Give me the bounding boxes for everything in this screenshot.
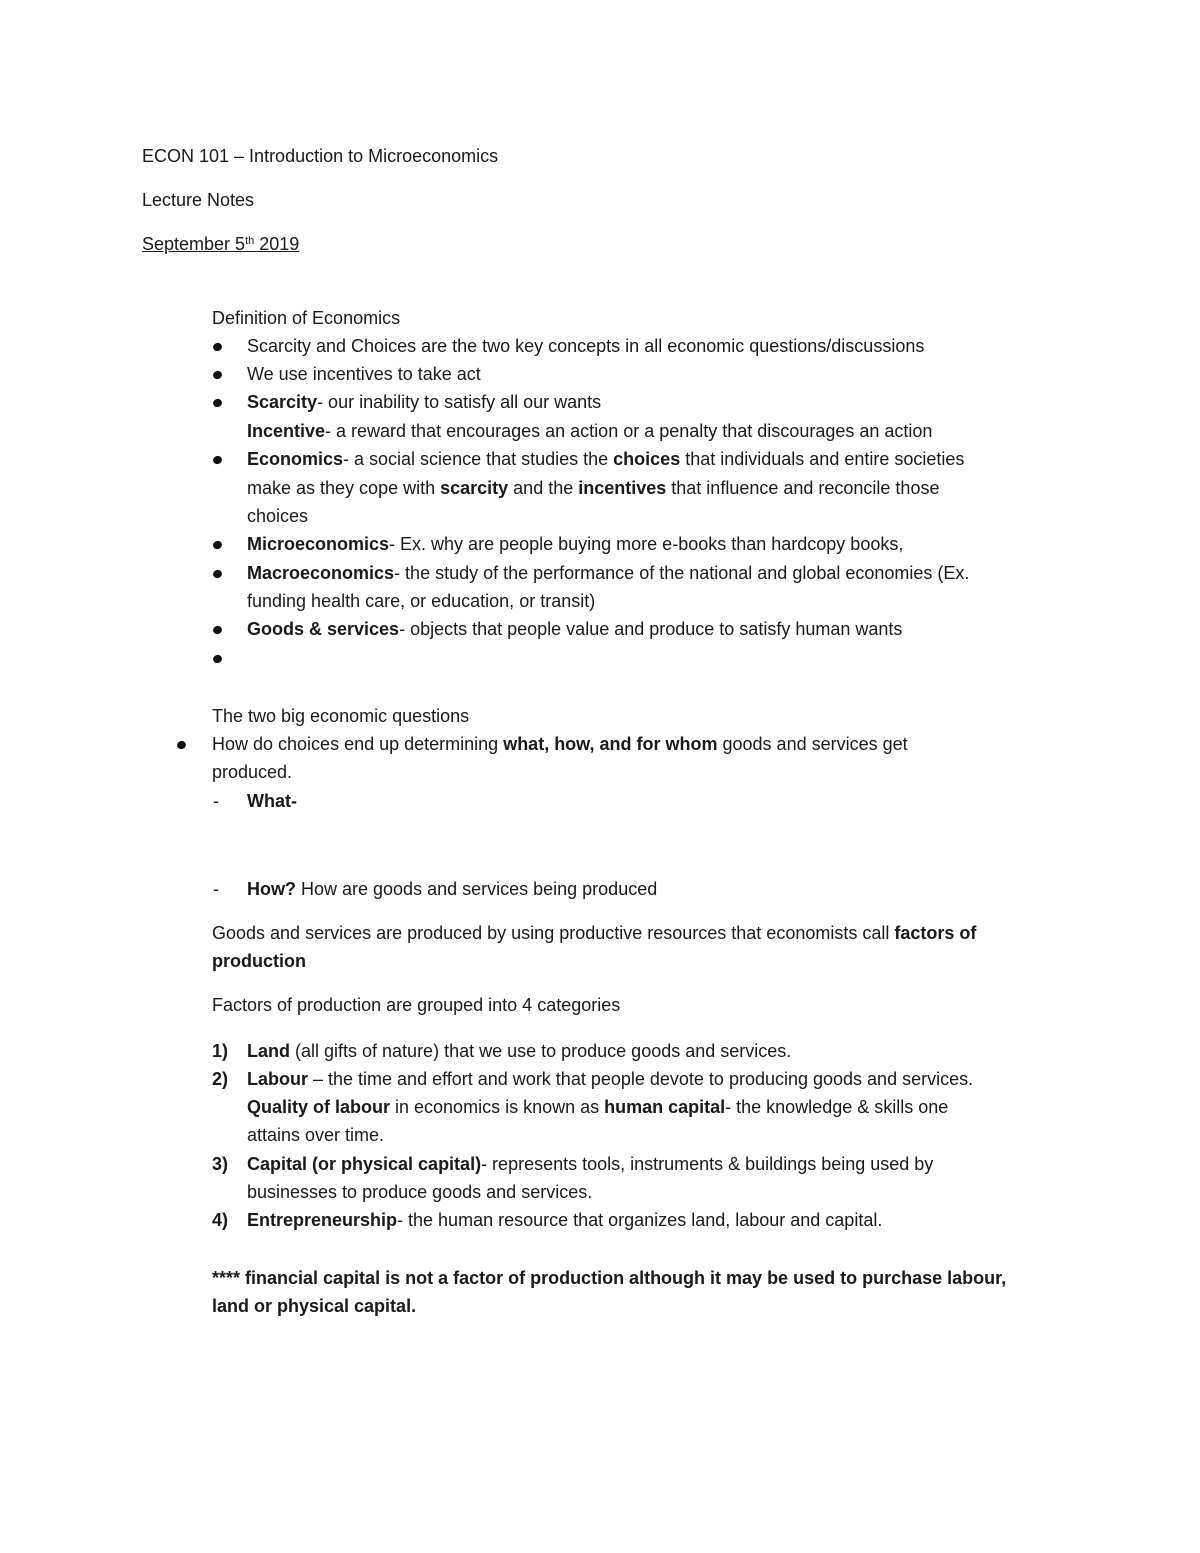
bullet-icon	[212, 654, 223, 665]
text: that individuals and entire societies	[680, 449, 965, 469]
numbered-item	[247, 1206, 882, 1234]
term: Economics	[247, 449, 344, 469]
numbered-item	[247, 1037, 791, 1065]
term: factors of	[894, 923, 977, 943]
definition: (all gifts of nature) that we use to produce goods and services.	[290, 1041, 792, 1061]
term: scarcity	[440, 478, 509, 498]
definition: - Ex. why are people buying more e-books than hardcopy books,	[389, 534, 904, 554]
date-main: September 5	[142, 234, 246, 254]
list-item	[247, 530, 903, 558]
list-item-continuation: funding health care, or education, or transit)	[247, 591, 596, 611]
text: - the knowledge & skills one	[725, 1097, 949, 1117]
list-number: 3)	[212, 1154, 229, 1174]
term: How?	[247, 879, 296, 899]
doc-type: Lecture Notes	[142, 190, 255, 210]
sub-item-what: What-	[247, 791, 297, 811]
definition: - the study of the performance of the national and global economies (Ex.	[394, 563, 970, 583]
list-item: Scarcity and Choices are the two key concepts in all economic questions/discussions	[247, 336, 925, 356]
term: Quality of labour	[247, 1097, 391, 1117]
dash-marker: -	[213, 791, 219, 811]
list-item-continuation: produced.	[212, 762, 293, 782]
term: choices	[613, 449, 681, 469]
list-number: 4)	[212, 1210, 229, 1230]
bullet-icon	[212, 455, 223, 466]
date-year: 2019	[254, 234, 300, 254]
definition: - the human resource that organizes land, labour and capital.	[397, 1210, 883, 1230]
section-heading-questions: The two big economic questions	[212, 706, 470, 726]
paragraph-continuation: production	[212, 951, 306, 971]
text: Goods and services are produced by using productive resources that economists call	[212, 923, 895, 943]
definition: - represents tools, instruments & buildings being used by	[481, 1154, 934, 1174]
text: - a social science that studies the	[343, 449, 614, 469]
definition: - objects that people value and produce to satisfy human wants	[399, 619, 903, 639]
dash-marker: -	[213, 879, 219, 899]
note-continuation: land or physical capital.	[212, 1296, 417, 1316]
definition: - our inability to satisfy all our wants	[317, 392, 602, 412]
paragraph	[212, 919, 976, 947]
course-title: ECON 101 – Introduction to Microeconomics	[142, 146, 499, 166]
term: Entrepreneurship	[247, 1210, 398, 1230]
note: **** financial capital is not a factor of production although it may be used to purchase labour,	[212, 1268, 1007, 1288]
term: Incentive	[247, 421, 326, 441]
bullet-icon	[176, 740, 187, 751]
list-item: We use incentives to take act	[247, 364, 481, 384]
term: what, how, and for whom	[503, 734, 718, 754]
section-heading-definition: Definition of Economics	[212, 308, 401, 328]
bullet-icon	[212, 569, 223, 580]
bullet-icon	[212, 342, 223, 353]
lecture-date	[142, 230, 299, 258]
bullet-icon	[212, 370, 223, 381]
list-item-continuation	[247, 417, 932, 445]
term: Microeconomics	[247, 534, 390, 554]
term: Labour	[247, 1069, 308, 1089]
numbered-item-continuation: attains over time.	[247, 1125, 385, 1145]
numbered-item-continuation	[247, 1093, 948, 1121]
list-item	[247, 559, 969, 587]
numbered-item	[247, 1065, 973, 1093]
paragraph: Factors of production are grouped into 4 categories	[212, 995, 621, 1015]
sub-item-how	[247, 875, 657, 903]
bullet-icon	[212, 540, 223, 551]
term: Macroeconomics	[247, 563, 395, 583]
list-number: 1)	[212, 1041, 229, 1061]
definition: How are goods and services being produced	[296, 879, 658, 899]
term: human capital	[604, 1097, 726, 1117]
text: goods and services get	[717, 734, 908, 754]
bullet-icon	[212, 398, 223, 409]
term: Land	[247, 1041, 290, 1061]
list-item-continuation	[247, 474, 939, 502]
list-item	[247, 388, 601, 416]
text: make as they cope with	[247, 478, 441, 498]
list-item	[247, 615, 902, 643]
definition: - a reward that encourages an action or a penalty that discourages an action	[325, 421, 933, 441]
term: Goods & services	[247, 619, 400, 639]
bullet-icon	[212, 625, 223, 636]
list-item	[212, 730, 908, 758]
definition: – the time and effort and work that people devote to producing goods and services.	[308, 1069, 974, 1089]
numbered-item	[247, 1150, 933, 1178]
list-item	[247, 445, 964, 473]
term: incentives	[578, 478, 667, 498]
text: in economics is known as	[390, 1097, 605, 1117]
date-superscript: th	[245, 235, 255, 247]
list-item-continuation: choices	[247, 506, 309, 526]
term: Capital (or physical capital)	[247, 1154, 482, 1174]
numbered-item-continuation: businesses to produce goods and services.	[247, 1182, 593, 1202]
text: that influence and reconcile those	[666, 478, 940, 498]
term: Scarcity	[247, 392, 318, 412]
text: How do choices end up determining	[212, 734, 504, 754]
list-number: 2)	[212, 1069, 229, 1089]
text: and the	[508, 478, 579, 498]
